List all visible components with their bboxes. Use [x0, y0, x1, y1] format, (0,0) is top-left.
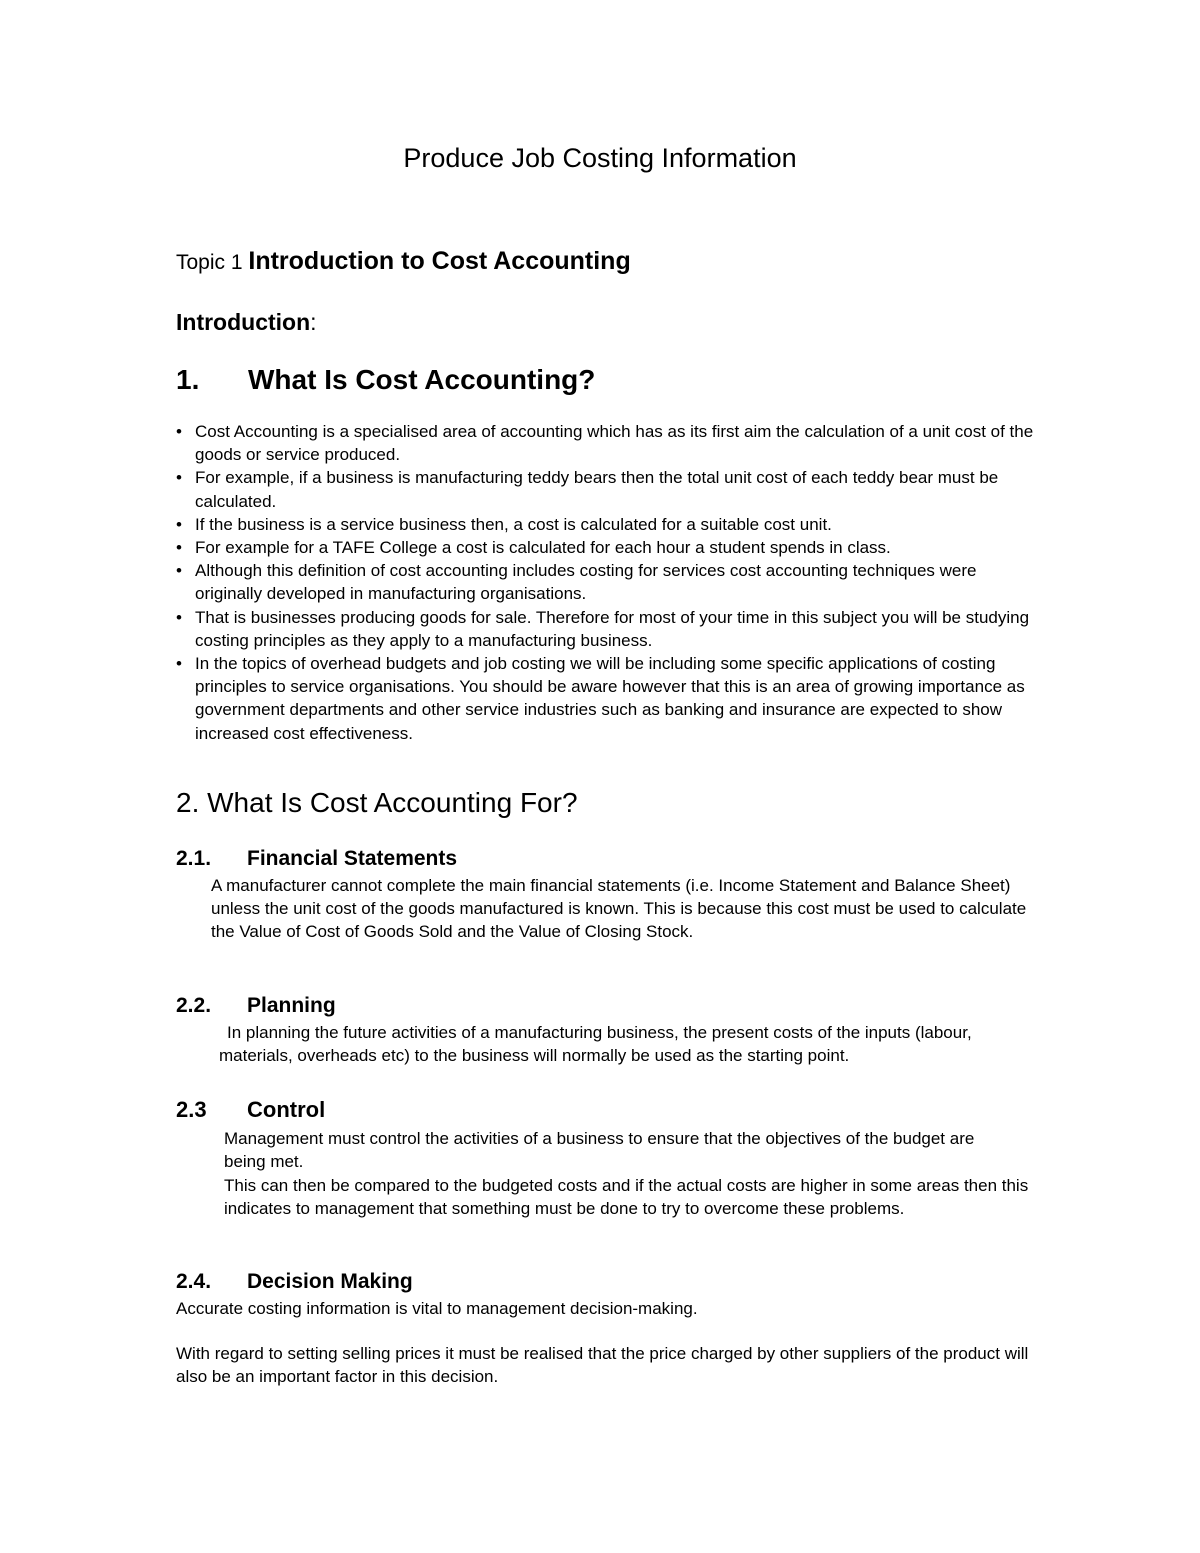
list-item	[176, 420, 1036, 466]
list-item-text: For example for a TAFE College a cost is calculated for each hour a student spends in class.	[195, 538, 891, 558]
intro-colon: :	[310, 309, 317, 335]
list-item	[176, 513, 1036, 536]
subsection-2-3-heading	[176, 1096, 325, 1124]
subsection-2-4-text-2: With regard to setting selling prices it must be realised that the price charged by other suppliers of the product will also be an important factor in this decision.	[176, 1344, 1029, 1387]
bullet-icon: •	[176, 538, 182, 558]
list-item	[176, 606, 1036, 652]
list-item-text: Although this definition of cost accounting includes costing for services cost accounting techniques were originally developed in manufacturing organisations.	[195, 561, 977, 604]
subsection-2-1-number: 2.1.	[176, 847, 212, 870]
bullet-icon: •	[176, 607, 182, 627]
bullet-icon: •	[176, 654, 182, 674]
subsection-2-1-title: Financial Statements	[247, 847, 458, 870]
topic-heading	[176, 244, 631, 280]
subsection-2-3-title: Control	[247, 1097, 326, 1122]
section-1-title: What Is Cost Accounting?	[248, 364, 596, 395]
intro-heading	[176, 306, 317, 338]
section-1-number: 1.	[176, 364, 200, 395]
list-item-text: That is businesses producing goods for sale. Therefore for most of your time in this subject you will be studying costing principles as they apply to a manufacturing business.	[195, 607, 1030, 650]
section-1-heading	[176, 362, 595, 398]
topic-prefix: Topic 1	[176, 251, 249, 274]
subsection-2-3-text-2: This can then be compared to the budgeted costs and if the actual costs are higher in some areas then this indicates to management that something must be done to try to overcome these problems.	[224, 1176, 1029, 1219]
list-item	[176, 559, 1036, 605]
section-1-bullet-list	[176, 420, 1036, 745]
topic-title: Introduction to Cost Accounting	[248, 247, 631, 275]
list-item-text: For example, if a business is manufacturing teddy bears then the total unit cost of each teddy bear must be calculated.	[195, 468, 999, 511]
list-item	[176, 466, 1036, 512]
list-item	[176, 652, 1036, 745]
document-title: Produce Job Costing Information	[403, 143, 797, 173]
section-2-heading: 2. What Is Cost Accounting For?	[176, 787, 578, 818]
list-item-text: In the topics of overhead budgets and job costing we will be including some specific applications of costing principles to service organisations. You should be aware however that this is an area of growing importance as government departments and other service industries such as banking and insurance are expected to show increased cost effectiveness.	[195, 654, 1025, 743]
subsection-2-3-text-1: Management must control the activities of a business to ensure that the objectives of the budget are being met.	[224, 1129, 975, 1172]
subsection-2-1-text: A manufacturer cannot complete the main financial statements (i.e. Income Statement and Balance Sheet) unless the unit cost of the goods manufactured is known. This is because this cost must be used to calculate the Value of Cost of Goods Sold and the Value of Closing Stock.	[211, 876, 1027, 942]
subsection-2-4-number: 2.4.	[176, 1270, 212, 1293]
list-item	[176, 536, 1036, 559]
subsection-2-3-number: 2.3	[176, 1097, 207, 1122]
bullet-icon: •	[176, 422, 182, 441]
subsection-2-2-text: In planning the future activities of a manufacturing business, the present costs of the inputs (labour, materials, overheads etc) to the business will normally be used as the starting point.	[219, 1023, 972, 1066]
subsection-2-2-number: 2.2.	[176, 994, 212, 1017]
list-item-text: If the business is a service business then, a cost is calculated for a suitable cost unit.	[195, 514, 832, 534]
bullet-icon: •	[176, 514, 182, 534]
bullet-icon: •	[176, 468, 182, 488]
intro-label: Introduction	[176, 309, 311, 335]
subsection-2-2-heading	[176, 992, 336, 1020]
subsection-2-1-heading	[176, 845, 457, 873]
bullet-icon: •	[176, 561, 182, 581]
subsection-2-4-text-1: Accurate costing information is vital to management decision-making.	[176, 1299, 698, 1318]
subsection-2-2-title: Planning	[247, 994, 336, 1017]
list-item-text: Cost Accounting is a specialised area of accounting which has as its first aim the calculation of a unit cost of the goods or service produced.	[195, 422, 1034, 465]
subsection-2-4-title: Decision Making	[247, 1270, 413, 1293]
subsection-2-4-heading	[176, 1268, 413, 1296]
